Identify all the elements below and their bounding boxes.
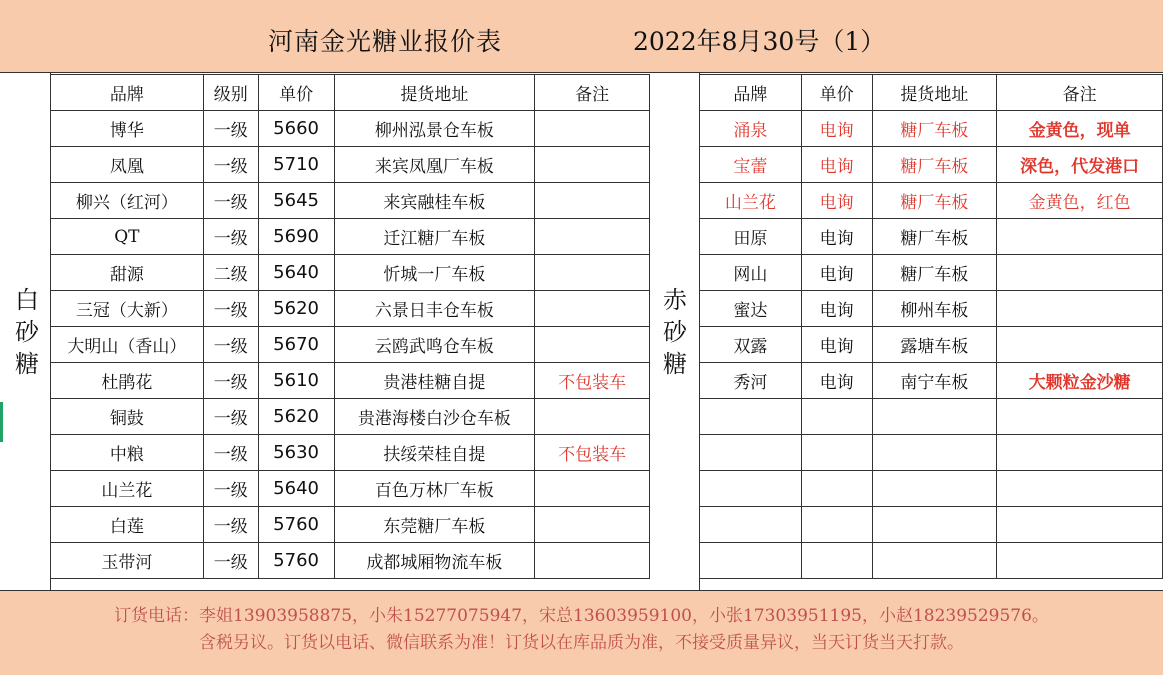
cell-brand: 甜源 [51, 255, 204, 291]
cell-note: 深色，代发港口 [997, 147, 1163, 183]
cell-brand: 蜜达 [700, 291, 802, 327]
cell-brand: 田原 [700, 219, 802, 255]
cell-note [997, 399, 1163, 435]
cell-note: 金黄色，红色 [997, 183, 1163, 219]
red-sugar-label-char: 砂 [663, 318, 687, 346]
cell-note [997, 255, 1163, 291]
red-sugar-label-char: 糖 [663, 350, 687, 378]
table-row [51, 147, 650, 183]
table-row [51, 543, 650, 579]
cell-brand: 网山 [700, 255, 802, 291]
cell-grade: 一级 [203, 219, 258, 255]
cell-price: 5710 [258, 147, 334, 183]
cell-brand: 宝蕾 [700, 147, 802, 183]
cell-note [535, 507, 650, 543]
cell-note: 不包装车 [535, 435, 650, 471]
cell-address: 东莞糖厂车板 [334, 507, 535, 543]
cell-price: 电询 [801, 291, 872, 327]
column-header: 提货地址 [872, 75, 997, 111]
cell-grade: 一级 [203, 327, 258, 363]
table-row [51, 219, 650, 255]
table-row [700, 327, 1163, 363]
cell-price [801, 507, 872, 543]
table-row [700, 291, 1163, 327]
cell-note [997, 471, 1163, 507]
cell-address: 云鸥武鸣仓车板 [334, 327, 535, 363]
table-row [700, 255, 1163, 291]
cell-address: 百色万林厂车板 [334, 471, 535, 507]
column-header: 备注 [997, 75, 1163, 111]
cell-note: 金黄色，现单 [997, 111, 1163, 147]
white-sugar-label-char: 糖 [15, 350, 39, 378]
cell-grade: 一级 [203, 507, 258, 543]
table-row [51, 363, 650, 399]
cell-grade: 一级 [203, 147, 258, 183]
table-row [700, 363, 1163, 399]
red-sugar-table [699, 74, 1163, 579]
table-row [700, 543, 1163, 579]
cell-address: 贵港桂糖自提 [334, 363, 535, 399]
cell-price: 电询 [801, 147, 872, 183]
table-row [700, 147, 1163, 183]
sheet-title: 河南金光糖业报价表 [268, 27, 503, 56]
table-row [700, 183, 1163, 219]
cell-brand: 秀河 [700, 363, 802, 399]
cell-grade: 一级 [203, 111, 258, 147]
column-header: 备注 [535, 75, 650, 111]
cell-note [997, 291, 1163, 327]
sheet-date: 2022年8月30号（1） [633, 27, 886, 56]
cell-brand: 玉带河 [51, 543, 204, 579]
cell-address [872, 399, 997, 435]
row-selection-marker [0, 402, 3, 442]
table-row [700, 399, 1163, 435]
cell-grade: 一级 [203, 363, 258, 399]
cell-brand: 博华 [51, 111, 204, 147]
cell-brand: 双露 [700, 327, 802, 363]
table-header-row [700, 75, 1163, 111]
cell-price: 5690 [258, 219, 334, 255]
cell-grade: 二级 [203, 255, 258, 291]
cell-address: 贵港海楼白沙仓车板 [334, 399, 535, 435]
cell-note [535, 291, 650, 327]
cell-price: 电询 [801, 111, 872, 147]
column-header: 单价 [801, 75, 872, 111]
cell-brand: 大明山（香山） [51, 327, 204, 363]
cell-price: 5660 [258, 111, 334, 147]
cell-brand: 涌泉 [700, 111, 802, 147]
cell-note [997, 543, 1163, 579]
cell-price [801, 543, 872, 579]
cell-note [535, 543, 650, 579]
table-header-row [51, 75, 650, 111]
cell-note [535, 327, 650, 363]
cell-price: 电询 [801, 255, 872, 291]
cell-brand [700, 543, 802, 579]
cell-grade: 一级 [203, 183, 258, 219]
cell-price [801, 471, 872, 507]
cell-price [801, 435, 872, 471]
table-row [51, 327, 650, 363]
cell-address: 柳州泓景仓车板 [334, 111, 535, 147]
cell-address: 忻城一厂车板 [334, 255, 535, 291]
cell-note: 不包装车 [535, 363, 650, 399]
cell-price: 5610 [258, 363, 334, 399]
cell-brand: 铜鼓 [51, 399, 204, 435]
cell-grade: 一级 [203, 543, 258, 579]
title-bar [0, 0, 1163, 73]
table-row [700, 507, 1163, 543]
cell-address: 迁江糖厂车板 [334, 219, 535, 255]
red-sugar-label-char: 赤 [663, 286, 687, 314]
cell-price: 5670 [258, 327, 334, 363]
cell-address [872, 471, 997, 507]
cell-price: 电询 [801, 363, 872, 399]
cell-address: 柳州车板 [872, 291, 997, 327]
cell-price: 5620 [258, 399, 334, 435]
table-row [700, 471, 1163, 507]
cell-brand: 山兰花 [700, 183, 802, 219]
cell-brand [700, 399, 802, 435]
cell-address: 扶绥荣桂自提 [334, 435, 535, 471]
cell-brand: QT [51, 219, 204, 255]
footer-terms-line: 含税另议。订货以电话、微信联系为准！订货以在库品质为准，不接受质量异议，当天订货当天打款。 [199, 633, 964, 653]
white-sugar-label-char: 砂 [15, 318, 39, 346]
cell-address: 糖厂车板 [872, 255, 997, 291]
table-row [51, 471, 650, 507]
cell-brand: 三冠（大新） [51, 291, 204, 327]
white-sugar-table [50, 74, 650, 579]
cell-note [535, 255, 650, 291]
cell-brand: 山兰花 [51, 471, 204, 507]
table-row [51, 255, 650, 291]
cell-note [997, 327, 1163, 363]
cell-grade: 一级 [203, 471, 258, 507]
cell-price: 5640 [258, 255, 334, 291]
table-row [700, 219, 1163, 255]
column-header: 提货地址 [334, 75, 535, 111]
white-sugar-label-char: 白 [15, 286, 39, 314]
cell-price: 5630 [258, 435, 334, 471]
column-header: 级别 [203, 75, 258, 111]
table-row [700, 435, 1163, 471]
cell-price: 5760 [258, 543, 334, 579]
cell-address: 南宁车板 [872, 363, 997, 399]
table-row [51, 435, 650, 471]
cell-price [801, 399, 872, 435]
cell-note [535, 147, 650, 183]
cell-address: 六景日丰仓车板 [334, 291, 535, 327]
cell-grade: 一级 [203, 291, 258, 327]
cell-address: 糖厂车板 [872, 219, 997, 255]
white-sugar-label [12, 284, 42, 380]
cell-note [535, 399, 650, 435]
cell-price: 电询 [801, 219, 872, 255]
cell-note: 大颗粒金沙糖 [997, 363, 1163, 399]
cell-brand: 凤凰 [51, 147, 204, 183]
red-sugar-label [660, 284, 690, 380]
cell-address [872, 435, 997, 471]
table-row [51, 399, 650, 435]
table-row [51, 183, 650, 219]
footer-phone-line: 订货电话：李姐13903958875，小朱15277075947，宋总13603959100，小张17303951195，小赵18239529576。 [114, 606, 1049, 626]
cell-note [535, 183, 650, 219]
column-header: 单价 [258, 75, 334, 111]
cell-price: 5620 [258, 291, 334, 327]
column-header: 品牌 [51, 75, 204, 111]
cell-price: 电询 [801, 327, 872, 363]
cell-address: 糖厂车板 [872, 183, 997, 219]
cell-note [535, 111, 650, 147]
cell-note [535, 471, 650, 507]
cell-address: 糖厂车板 [872, 111, 997, 147]
cell-note [535, 219, 650, 255]
cell-brand: 中粮 [51, 435, 204, 471]
cell-address: 糖厂车板 [872, 147, 997, 183]
table-row [51, 291, 650, 327]
cell-brand: 白莲 [51, 507, 204, 543]
cell-price: 5640 [258, 471, 334, 507]
cell-price: 电询 [801, 183, 872, 219]
cell-brand: 杜鹃花 [51, 363, 204, 399]
cell-brand [700, 435, 802, 471]
cell-address: 成都城厢物流车板 [334, 543, 535, 579]
table-row [51, 507, 650, 543]
cell-brand: 柳兴（红河） [51, 183, 204, 219]
column-header: 品牌 [700, 75, 802, 111]
cell-price: 5645 [258, 183, 334, 219]
cell-brand [700, 507, 802, 543]
cell-address [872, 507, 997, 543]
cell-price: 5760 [258, 507, 334, 543]
cell-address: 露塘车板 [872, 327, 997, 363]
cell-address [872, 543, 997, 579]
cell-note [997, 435, 1163, 471]
table-row [51, 111, 650, 147]
cell-grade: 一级 [203, 435, 258, 471]
cell-note [997, 507, 1163, 543]
footer-contact [0, 590, 1163, 675]
cell-note [997, 219, 1163, 255]
cell-brand [700, 471, 802, 507]
cell-address: 来宾凤凰厂车板 [334, 147, 535, 183]
cell-address: 来宾融桂车板 [334, 183, 535, 219]
table-row [700, 111, 1163, 147]
cell-grade: 一级 [203, 399, 258, 435]
